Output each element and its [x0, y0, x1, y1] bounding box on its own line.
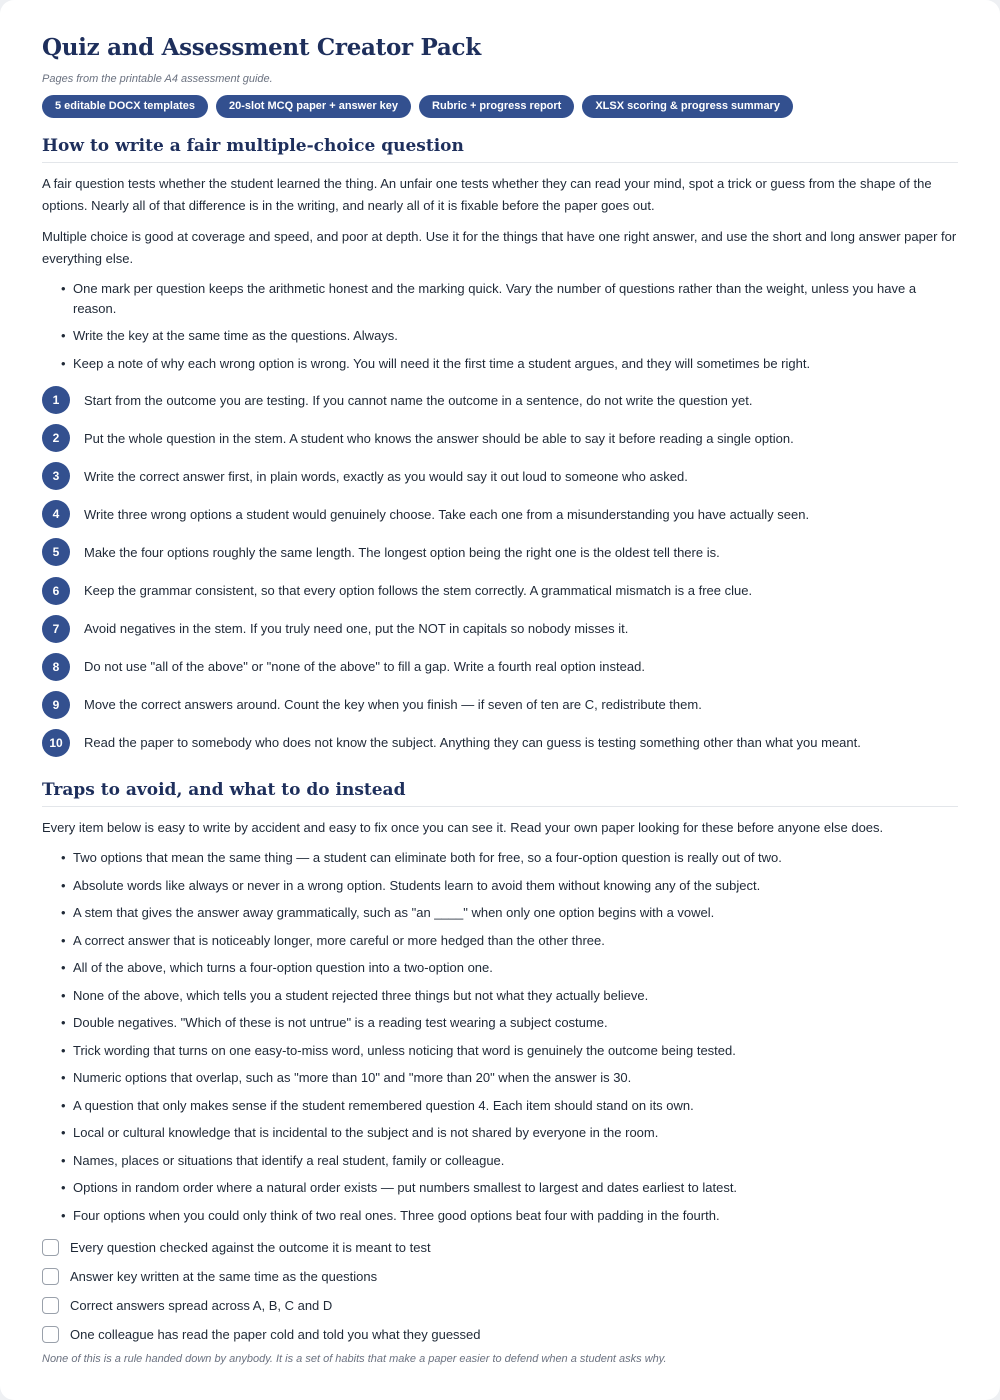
list-item: • Trick wording that turns on one easy-to-miss word, unless noticing that word is genuinely the outcome being tested. — [61, 1041, 958, 1061]
list-item: • Absolute words like always or never in a wrong option. Students learn to avoid them without knowing any of the subject. — [61, 876, 958, 896]
list-item: • Four options when you could only think of two real ones. Three good options beat four with padding in the fourth. — [61, 1206, 958, 1226]
step-item — [42, 419, 958, 457]
paragraph: A fair question tests whether the student learned the thing. An unfair one tests whether they can read your mind, spot a trick or guess from the shape of the options. Nearly all of that difference is in the writing, and nearly all of it is fixable before the paper goes out. — [42, 176, 932, 213]
step-item — [42, 457, 958, 495]
checklist-label: Every question checked against the outcome it is meant to test — [70, 1240, 431, 1256]
list-item: • One mark per question keeps the arithmetic honest and the marking quick. Vary the number of questions rather than the weight, unless you have a reason. — [61, 279, 958, 318]
page-subtitle: Pages from the printable A4 assessment guide. — [42, 73, 273, 85]
list-item: • Keep a note of why each wrong option is wrong. You will need it the first time a student argues, and they will sometimes be right. — [61, 354, 958, 374]
step-item — [42, 381, 958, 419]
checkbox[interactable] — [42, 1297, 59, 1314]
steps-list — [42, 381, 958, 762]
traps-list — [42, 848, 958, 1225]
list-item: • A correct answer that is noticeably longer, more careful or more hedged than the other three. — [61, 931, 958, 951]
checkbox[interactable] — [42, 1326, 59, 1343]
step-number-badge: 3 — [42, 462, 70, 490]
checklist-label: Answer key written at the same time as the questions — [70, 1269, 378, 1285]
tag-docx-templates: 5 editable DOCX templates — [42, 95, 208, 118]
list-item: • Names, places or situations that identify a real student, family or colleague. — [61, 1151, 958, 1171]
paragraph: Every item below is easy to write by accident and easy to fix once you can see it. Read your own paper looking for these before anyone else does. — [42, 819, 884, 835]
list-item: • All of the above, which turns a four-option question into a two-option one. — [61, 958, 958, 978]
step-text: Write three wrong options a student would genuinely choose. Take each one from a misunderstanding you have actually seen. — [84, 506, 810, 522]
section-heading-fair-mcq: How to write a fair multiple-choice question — [42, 136, 958, 163]
tag-rubric: Rubric + progress report — [419, 95, 574, 118]
step-text: Do not use "all of the above" or "none of the above" to fill a gap. Write a fourth real option instead. — [84, 659, 645, 675]
step-item — [42, 533, 958, 571]
step-text: Make the four options roughly the same length. The longest option being the right one is the oldest tell there is. — [84, 544, 720, 560]
step-text: Keep the grammar consistent, so that every option follows the stem correctly. A grammatical mismatch is a free clue. — [84, 583, 753, 599]
list-item: • None of the above, which tells you a student rejected three things but not what they actually believe. — [61, 986, 958, 1006]
list-item: • Double negatives. "Which of these is not untrue" is a reading test wearing a subject costume. — [61, 1013, 958, 1033]
list-item: • A question that only makes sense if the student remembered question 4. Each item should stand on its own. — [61, 1096, 958, 1116]
checklist-label: Correct answers spread across A, B, C and D — [70, 1297, 333, 1313]
page-title: Quiz and Assessment Creator Pack — [42, 34, 481, 61]
step-text: Move the correct answers around. Count the key when you finish — if seven of ten are C, redistribute them. — [84, 697, 702, 713]
step-number-badge: 9 — [42, 691, 70, 719]
step-number-badge: 7 — [42, 615, 70, 643]
step-text: Put the whole question in the stem. A student who knows the answer should be able to say it before reading a single option. — [84, 430, 794, 446]
step-number-badge: 1 — [42, 386, 70, 414]
step-text: Read the paper to somebody who does not know the subject. Anything they can guess is testing something other than what you meant. — [84, 735, 861, 751]
checklist — [42, 1233, 958, 1348]
step-text: Start from the outcome you are testing. If you cannot name the outcome in a sentence, do not write the question yet. — [84, 392, 753, 408]
checklist-label: One colleague has read the paper cold and told you what they guessed — [70, 1326, 481, 1342]
checkbox[interactable] — [42, 1268, 59, 1285]
checkbox[interactable] — [42, 1239, 59, 1256]
section-heading-traps: Traps to avoid, and what to do instead — [42, 780, 958, 807]
checklist-item[interactable] — [42, 1233, 958, 1262]
step-item — [42, 686, 958, 724]
step-item — [42, 648, 958, 686]
step-text: Write the correct answer first, in plain words, exactly as you would say it out loud to someone who asked. — [84, 468, 688, 484]
step-item — [42, 610, 958, 648]
tag-xlsx-scoring: XLSX scoring & progress summary — [582, 95, 793, 118]
step-number-badge: 4 — [42, 500, 70, 528]
checklist-item[interactable] — [42, 1320, 958, 1349]
step-number-badge: 2 — [42, 424, 70, 452]
step-number-badge: 10 — [42, 729, 70, 757]
step-number-badge: 5 — [42, 538, 70, 566]
step-number-badge: 6 — [42, 577, 70, 605]
checklist-item[interactable] — [42, 1291, 958, 1320]
tag-row — [42, 95, 958, 118]
list-item: • Write the key at the same time as the questions. Always. — [61, 326, 958, 346]
step-text: Avoid negatives in the stem. If you truly need one, put the NOT in capitals so nobody misses it. — [84, 621, 629, 637]
step-item — [42, 571, 958, 609]
paragraph: Multiple choice is good at coverage and speed, and poor at depth. Use it for the things that have one right answer, and use the short and long answer paper for everything else. — [42, 229, 957, 266]
list-item: • Local or cultural knowledge that is incidental to the subject and is not shared by everyone in the room. — [61, 1123, 958, 1143]
list-item: • A stem that gives the answer away grammatically, such as "an ____" when only one option begins with a vowel. — [61, 903, 958, 923]
tag-mcq-paper: 20-slot MCQ paper + answer key — [216, 95, 411, 118]
list-item: • Numeric options that overlap, such as "more than 10" and "more than 20" when the answer is 30. — [61, 1068, 958, 1088]
step-number-badge: 8 — [42, 653, 70, 681]
step-item — [42, 724, 958, 762]
checklist-item[interactable] — [42, 1262, 958, 1291]
footer-note: None of this is a rule handed down by anybody. It is a set of habits that make a paper easier to defend when a student asks why. — [42, 1352, 667, 1365]
list-item: • Options in random order where a natural order exists — put numbers smallest to largest and dates earliest to latest. — [61, 1178, 958, 1198]
tips-list — [42, 279, 958, 373]
step-item — [42, 495, 958, 533]
list-item: • Two options that mean the same thing — a student can eliminate both for free, so a four-option question is really out of two. — [61, 848, 958, 868]
